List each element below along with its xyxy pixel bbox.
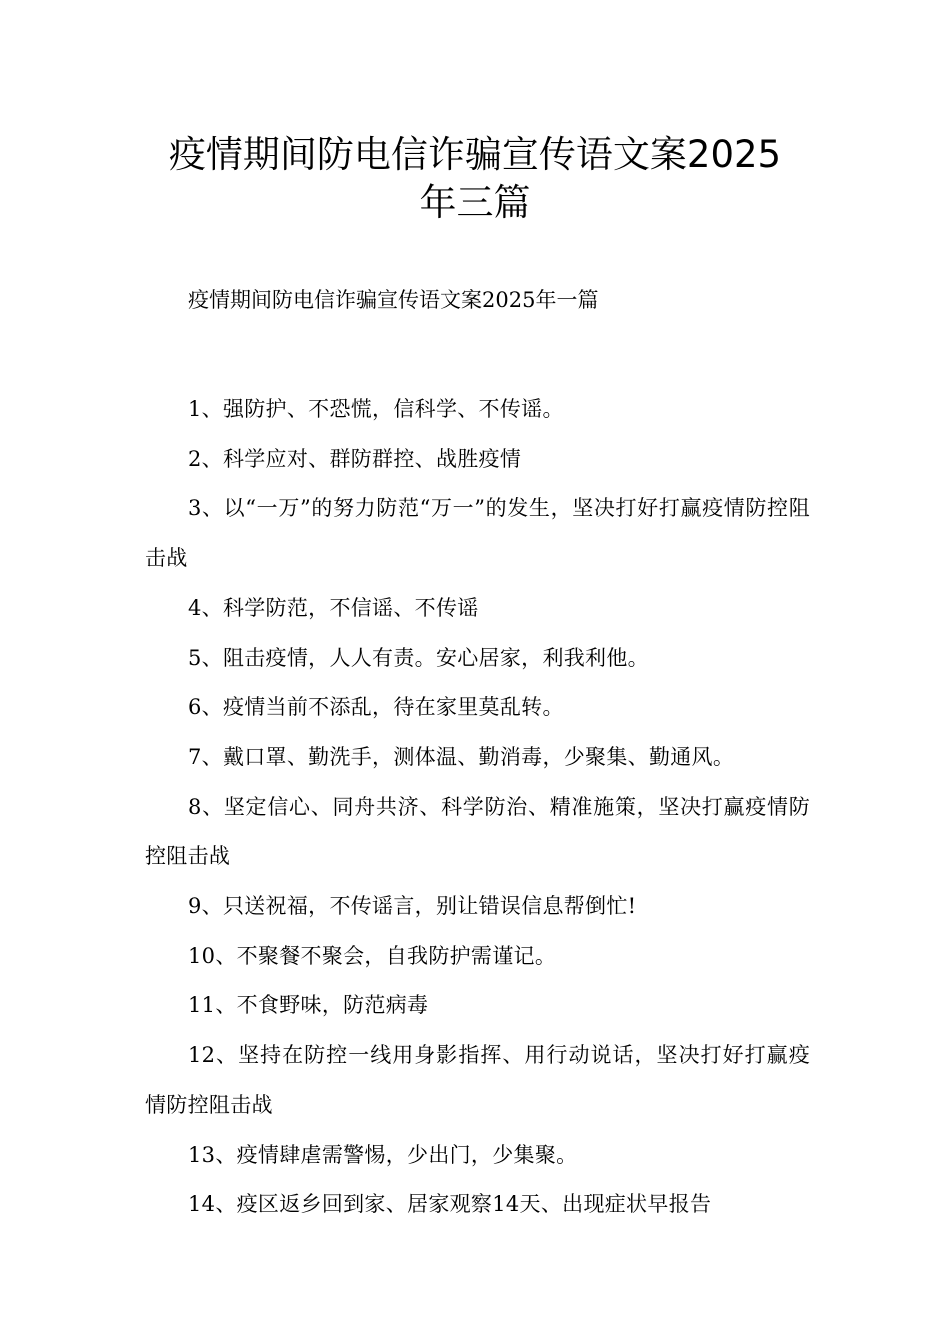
list-item: 9、只送祝福，不传谣言，别让错误信息帮倒忙! xyxy=(188,894,637,919)
document-title-line-2: 年三篇 xyxy=(419,181,531,224)
list-item: 11、不食野味，防范病毒 xyxy=(188,993,429,1018)
list-item: 5、阻击疫情，人人有责。安心居家，利我利他。 xyxy=(188,645,649,670)
list-item: 8、坚定信心、同舟共济、科学防治、精准施策，坚决打赢疫情防控阻击战 xyxy=(145,794,810,869)
list-item: 13、疫情肆虐需警惕，少出门，少集聚。 xyxy=(188,1142,578,1167)
list-item: 10、不聚餐不聚会，自我防护需谨记。 xyxy=(188,943,557,968)
list-item: 4、科学防范，不信谣、不传谣 xyxy=(188,595,479,620)
list-item: 2、科学应对、群防群控、战胜疫情 xyxy=(188,446,522,471)
list-item: 14、疫区返乡回到家、居家观察14天、出现症状早报告 xyxy=(188,1192,712,1217)
list-item: 7、戴口罩、勤洗手，测体温、勤消毒，少聚集、勤通风。 xyxy=(188,744,735,769)
list-item: 12、坚持在防控一线用身影指挥、用行动说话，坚决打好打赢疫情防控阻击战 xyxy=(145,1043,810,1117)
slogan-list xyxy=(145,385,810,1230)
section-heading: 疫情期间防电信诈骗宣传语文案2025年一篇 xyxy=(188,288,599,312)
list-item: 6、疫情当前不添乱，待在家里莫乱转。 xyxy=(188,695,564,720)
list-item: 3、以“一万”的努力防范“万一”的发生，坚决打好打赢疫情防控阻击战 xyxy=(145,496,810,571)
document-title-line-1: 疫情期间防电信诈骗宣传语文案2025 xyxy=(168,133,782,176)
list-item: 1、强防护、不恐慌，信科学、不传谣。 xyxy=(188,397,564,421)
